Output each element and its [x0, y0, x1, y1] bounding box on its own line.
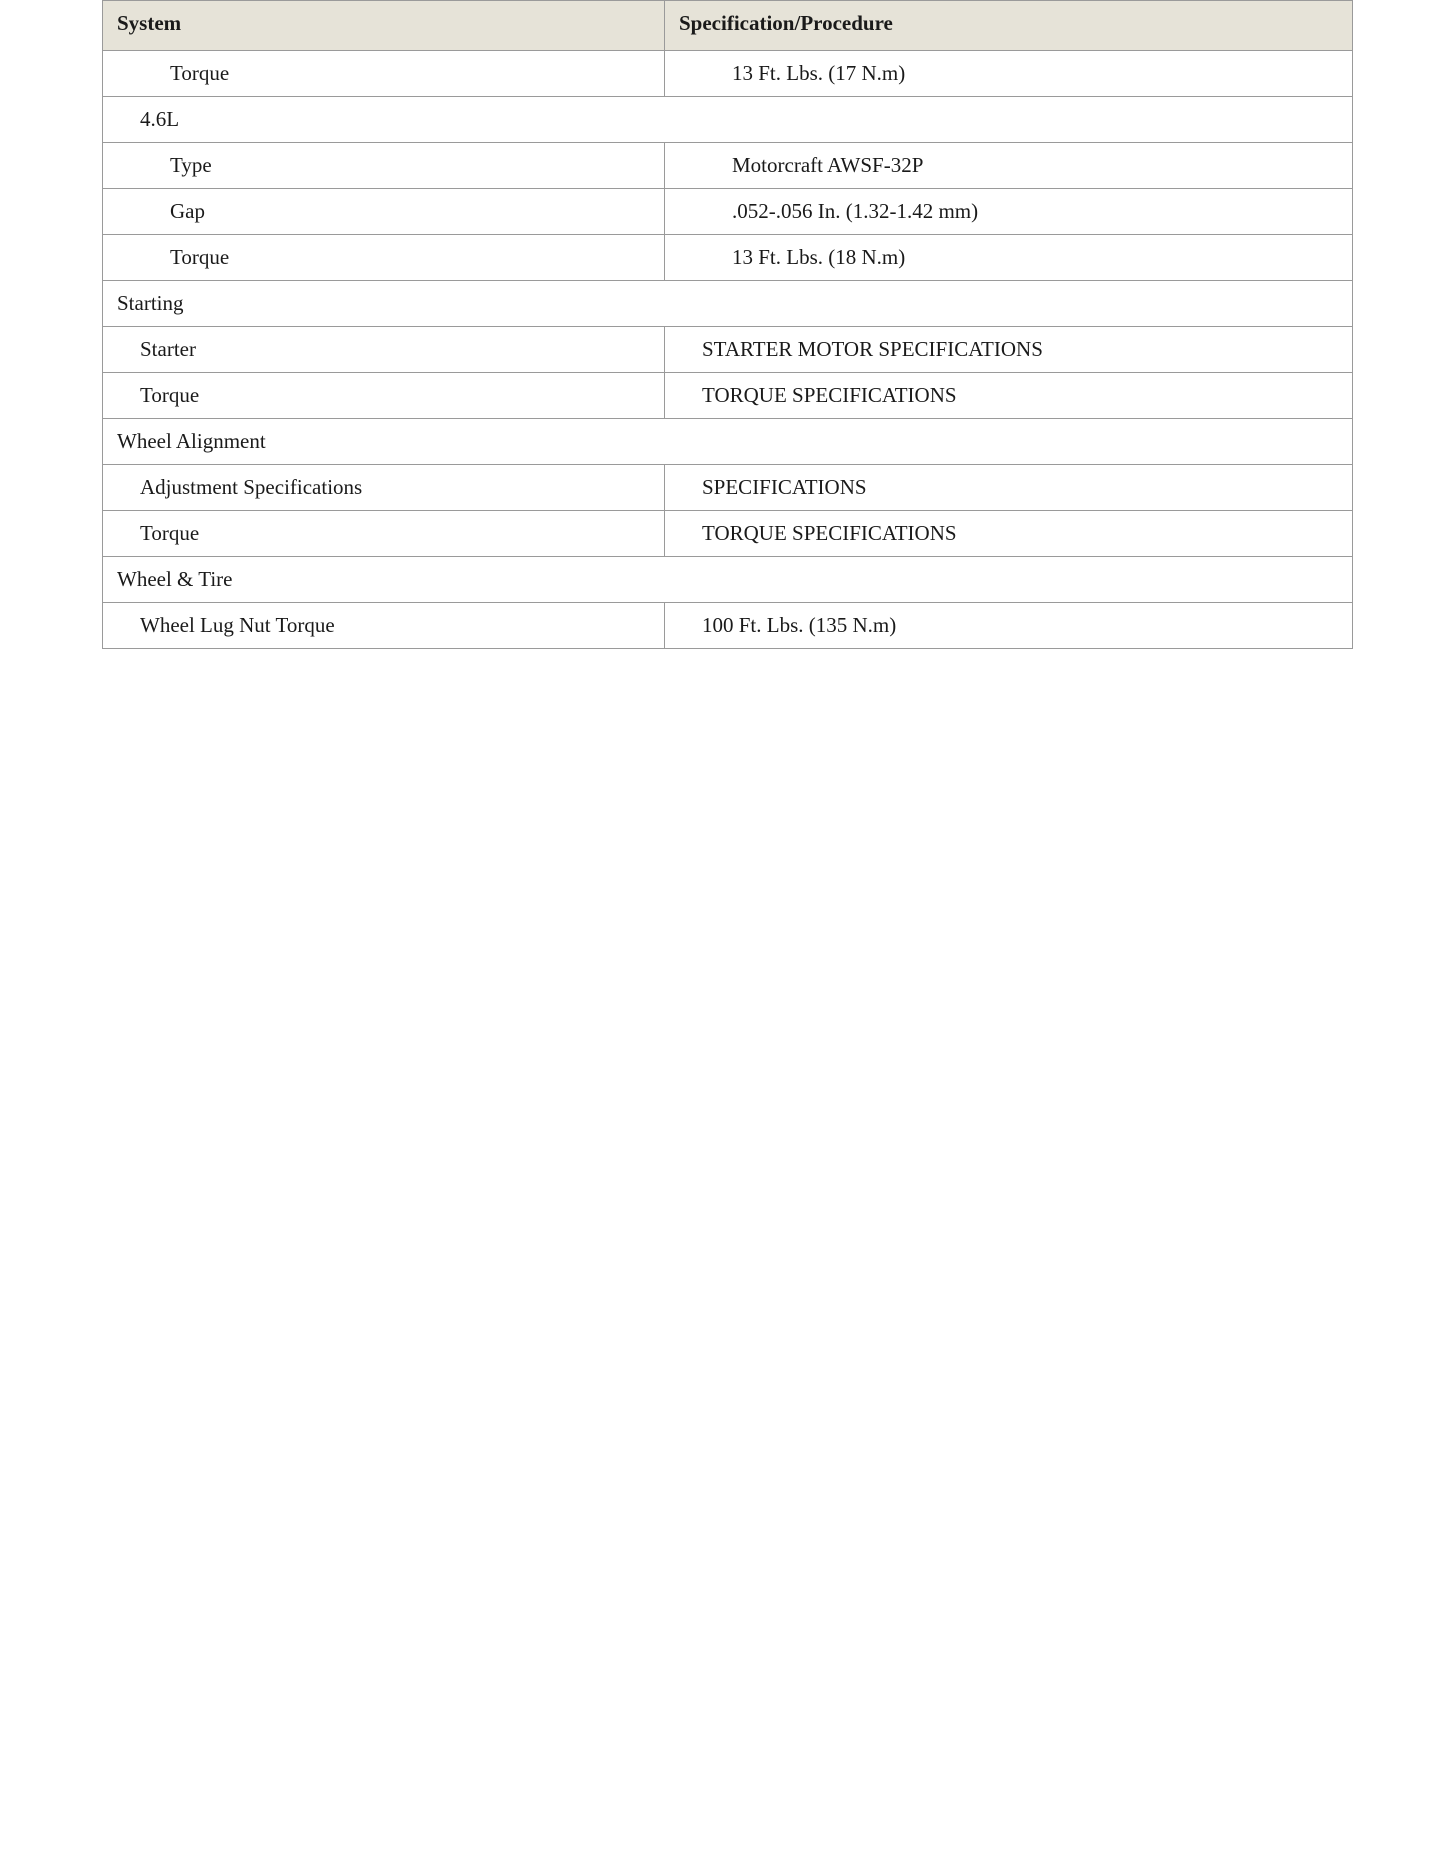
section-cell: Starting: [103, 281, 1353, 327]
system-cell: Torque: [103, 235, 665, 281]
table-row: [103, 51, 1353, 97]
system-cell: Type: [103, 143, 665, 189]
spec-cell: Motorcraft AWSF-32P: [665, 143, 1353, 189]
table-row-section: [103, 281, 1353, 327]
section-cell: Wheel Alignment: [103, 419, 1353, 465]
table-row: [103, 327, 1353, 373]
table-row-subgroup: [103, 97, 1353, 143]
table-row: [103, 603, 1353, 649]
spec-cell: TORQUE SPECIFICATIONS: [665, 373, 1353, 419]
system-cell: Starter: [103, 327, 665, 373]
system-cell: Torque: [103, 51, 665, 97]
column-header-specification: Specification/Procedure: [665, 1, 1353, 51]
section-cell: Wheel & Tire: [103, 557, 1353, 603]
spec-cell: 100 Ft. Lbs. (135 N.m): [665, 603, 1353, 649]
table-row: [103, 143, 1353, 189]
table-row: [103, 373, 1353, 419]
specification-table: [102, 0, 1353, 649]
spec-cell: TORQUE SPECIFICATIONS: [665, 511, 1353, 557]
column-header-system: System: [103, 1, 665, 51]
spec-cell: SPECIFICATIONS: [665, 465, 1353, 511]
system-cell: Adjustment Specifications: [103, 465, 665, 511]
spec-cell: STARTER MOTOR SPECIFICATIONS: [665, 327, 1353, 373]
table-row: [103, 189, 1353, 235]
table-row-section: [103, 419, 1353, 465]
system-cell: Torque: [103, 511, 665, 557]
table-row: [103, 235, 1353, 281]
system-cell: Gap: [103, 189, 665, 235]
spec-cell: 13 Ft. Lbs. (17 N.m): [665, 51, 1353, 97]
table-header-row: [103, 1, 1353, 51]
system-cell: Wheel Lug Nut Torque: [103, 603, 665, 649]
table-row: [103, 511, 1353, 557]
table-row: [103, 465, 1353, 511]
system-cell: Torque: [103, 373, 665, 419]
spec-cell: 13 Ft. Lbs. (18 N.m): [665, 235, 1353, 281]
spec-cell: .052-.056 In. (1.32-1.42 mm): [665, 189, 1353, 235]
table-row-section: [103, 557, 1353, 603]
subgroup-cell: 4.6L: [103, 97, 1353, 143]
